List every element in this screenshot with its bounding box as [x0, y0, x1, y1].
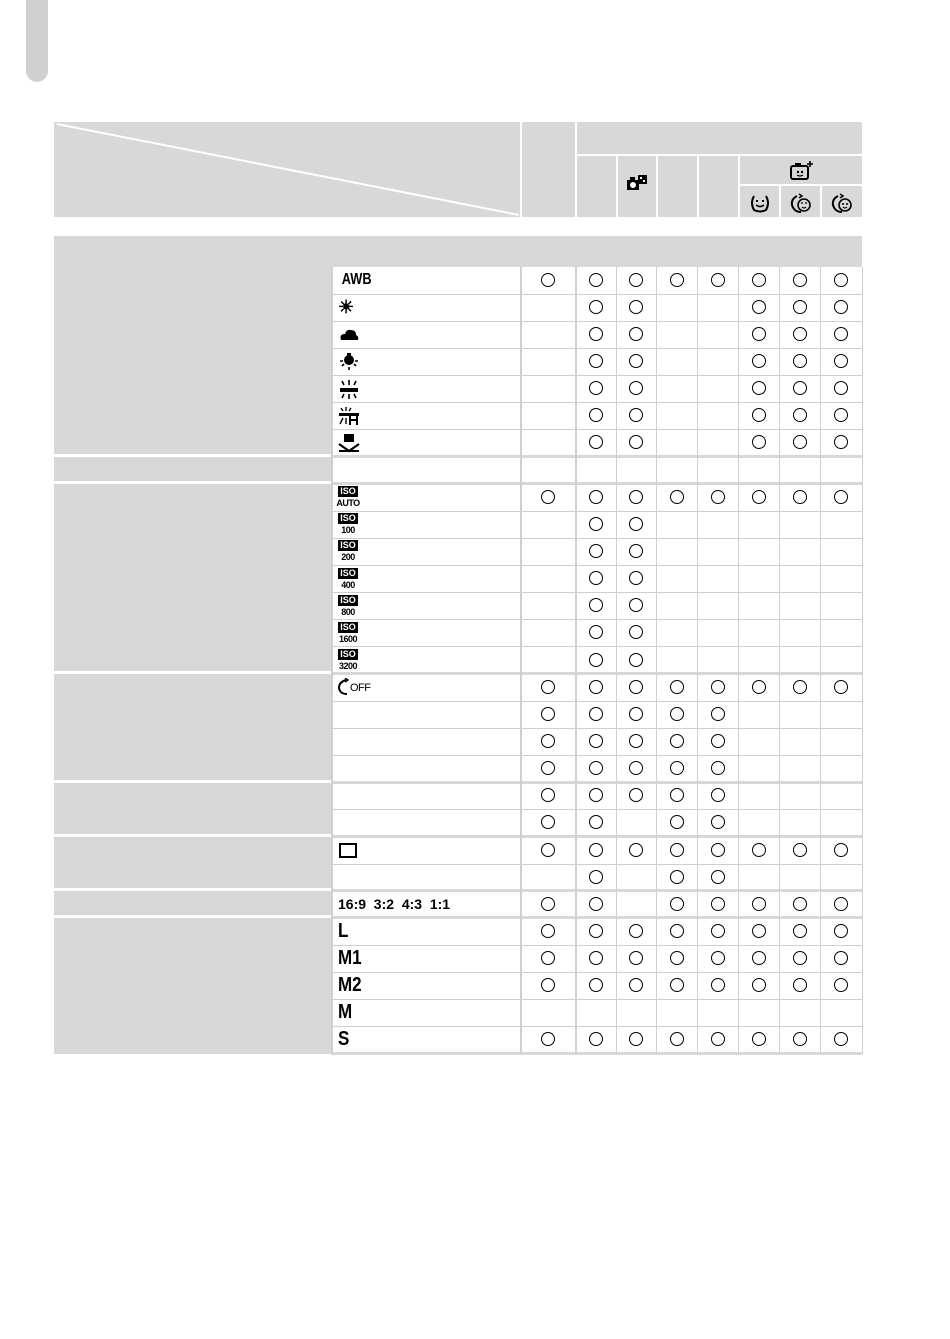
- available-mark: [752, 300, 766, 314]
- section-band: [54, 236, 862, 267]
- available-mark: [670, 1032, 684, 1046]
- grid-line: [331, 781, 862, 784]
- iso-label: ISO: [338, 595, 358, 606]
- grid-line: [331, 809, 862, 810]
- grid-line: [616, 267, 617, 1054]
- available-mark: [834, 951, 848, 965]
- grid-line: [331, 294, 862, 295]
- available-mark: [629, 381, 643, 395]
- available-mark: [629, 951, 643, 965]
- available-mark: [711, 1032, 725, 1046]
- grid-line: [331, 619, 862, 620]
- size-l-icon: L: [338, 919, 349, 942]
- self-timer-off-label: OFF: [350, 682, 371, 695]
- available-mark: [793, 354, 807, 368]
- available-mark: [711, 924, 725, 938]
- available-mark: [589, 381, 603, 395]
- smart-shutter-icon: [788, 160, 814, 182]
- grid-line: [697, 267, 698, 1054]
- available-mark: [670, 761, 684, 775]
- available-mark: [793, 408, 807, 422]
- available-mark: [589, 951, 603, 965]
- header-divider: [577, 154, 862, 156]
- grid-line: [331, 375, 862, 376]
- grid-line: [520, 267, 522, 1054]
- available-mark: [793, 1032, 807, 1046]
- available-mark: [670, 843, 684, 857]
- available-mark: [834, 1032, 848, 1046]
- smile-icon: [748, 193, 772, 213]
- grid-line: [331, 864, 862, 865]
- grid-line: [331, 999, 862, 1000]
- available-mark: [834, 978, 848, 992]
- available-mark: [752, 1032, 766, 1046]
- available-mark: [793, 381, 807, 395]
- iso-label: ISO: [338, 513, 358, 524]
- available-mark: [670, 815, 684, 829]
- available-mark: [834, 354, 848, 368]
- available-mark: [589, 571, 603, 585]
- available-mark: [589, 924, 603, 938]
- available-mark: [589, 625, 603, 639]
- available-mark: [629, 734, 643, 748]
- available-mark: [589, 327, 603, 341]
- available-mark: [752, 273, 766, 287]
- aspect-ratio-icons: 16:9 3:2 4:3 1:1: [338, 895, 451, 912]
- available-mark: [541, 707, 555, 721]
- available-mark: [752, 435, 766, 449]
- available-mark: [589, 490, 603, 504]
- available-mark: [793, 951, 807, 965]
- available-mark: [629, 625, 643, 639]
- grid-line: [331, 728, 862, 729]
- iso-value: 100: [341, 525, 355, 536]
- available-mark: [589, 408, 603, 422]
- iso-label: ISO: [338, 540, 358, 551]
- size-s-icon: S: [338, 1028, 350, 1051]
- label-block: [54, 267, 331, 454]
- iso-value: 3200: [338, 660, 358, 671]
- iso-value: AUTO: [336, 498, 360, 509]
- grid-line: [331, 672, 862, 675]
- grid-line: [331, 455, 862, 458]
- scene-camera-icon: [626, 174, 648, 192]
- available-mark: [629, 1032, 643, 1046]
- available-mark: [589, 273, 603, 287]
- iso-value: 800: [341, 606, 355, 617]
- available-mark: [752, 490, 766, 504]
- label-block: [54, 457, 331, 481]
- grid-line: [331, 945, 862, 946]
- available-mark: [793, 490, 807, 504]
- available-mark: [793, 843, 807, 857]
- grid-line: [331, 321, 862, 322]
- grid-line: [656, 267, 657, 1054]
- available-mark: [670, 924, 684, 938]
- grid-line: [331, 646, 862, 647]
- available-mark: [541, 843, 555, 857]
- available-mark: [711, 951, 725, 965]
- available-mark: [752, 327, 766, 341]
- fluorescent-icon: [338, 379, 360, 404]
- grid-line: [331, 1052, 862, 1055]
- face-timer-icon: [830, 193, 854, 213]
- iso-value: 200: [341, 552, 355, 563]
- available-mark: [629, 978, 643, 992]
- label-block: [54, 484, 331, 671]
- available-mark: [589, 598, 603, 612]
- wink-timer-icon: [789, 193, 813, 213]
- grid-line: [331, 348, 862, 349]
- available-mark: [711, 788, 725, 802]
- available-mark: [589, 435, 603, 449]
- available-mark: [711, 734, 725, 748]
- available-mark: [589, 843, 603, 857]
- header-divider: [697, 156, 699, 217]
- available-mark: [589, 707, 603, 721]
- available-mark: [711, 978, 725, 992]
- available-mark: [752, 978, 766, 992]
- available-mark: [711, 273, 725, 287]
- available-mark: [629, 924, 643, 938]
- available-mark: [834, 924, 848, 938]
- iso-3200-icon: [338, 649, 358, 673]
- grid-line: [331, 592, 862, 593]
- available-mark: [589, 978, 603, 992]
- size-m2-icon: M2: [338, 974, 362, 997]
- available-mark: [793, 978, 807, 992]
- iso-auto-icon: [338, 486, 358, 510]
- available-mark: [834, 680, 848, 694]
- header-divider: [820, 186, 822, 217]
- available-mark: [834, 327, 848, 341]
- available-mark: [752, 680, 766, 694]
- available-mark: [629, 517, 643, 531]
- available-mark: [629, 490, 643, 504]
- header-divider: [616, 156, 618, 217]
- grid-line: [331, 565, 862, 566]
- available-mark: [629, 788, 643, 802]
- available-mark: [629, 300, 643, 314]
- available-mark: [793, 300, 807, 314]
- awb-icon: AWB: [341, 270, 372, 288]
- grid-line: [331, 835, 862, 838]
- grid-line: [331, 755, 862, 756]
- available-mark: [541, 1032, 555, 1046]
- grid-line: [331, 889, 862, 892]
- available-mark: [541, 273, 555, 287]
- header-divider: [738, 156, 740, 217]
- available-mark: [541, 897, 555, 911]
- grid-line: [820, 267, 821, 1054]
- size-m-icon: M: [338, 1001, 353, 1024]
- grid-line: [331, 482, 862, 485]
- grid-line: [331, 429, 862, 430]
- available-mark: [629, 707, 643, 721]
- available-mark: [670, 490, 684, 504]
- grid-line: [862, 267, 863, 1054]
- grid-line: [331, 701, 862, 702]
- iso-value: 400: [341, 579, 355, 590]
- available-mark: [670, 734, 684, 748]
- available-mark: [711, 707, 725, 721]
- iso-label: ISO: [338, 568, 358, 579]
- available-mark: [589, 680, 603, 694]
- iso-1600-icon: [338, 622, 358, 646]
- available-mark: [752, 924, 766, 938]
- available-mark: [670, 273, 684, 287]
- available-mark: [834, 300, 848, 314]
- iso-label: ISO: [338, 486, 358, 497]
- available-mark: [629, 598, 643, 612]
- grid-line: [738, 267, 739, 1054]
- iso-800-icon: [338, 595, 358, 619]
- available-mark: [670, 707, 684, 721]
- iso-value: 1600: [338, 633, 358, 644]
- available-mark: [541, 978, 555, 992]
- header-divider: [575, 122, 577, 217]
- available-mark: [793, 924, 807, 938]
- available-mark: [834, 490, 848, 504]
- self-timer-off-icon: [338, 678, 371, 696]
- available-mark: [834, 435, 848, 449]
- available-mark: [629, 680, 643, 694]
- available-mark: [711, 897, 725, 911]
- available-mark: [589, 1032, 603, 1046]
- available-mark: [541, 680, 555, 694]
- available-mark: [541, 734, 555, 748]
- available-mark: [711, 815, 725, 829]
- available-mark: [589, 761, 603, 775]
- available-mark: [541, 924, 555, 938]
- header-divider: [779, 186, 781, 217]
- available-mark: [589, 897, 603, 911]
- available-mark: [629, 435, 643, 449]
- grid-line: [331, 972, 862, 973]
- available-mark: [670, 897, 684, 911]
- available-mark: [711, 843, 725, 857]
- available-mark: [589, 788, 603, 802]
- grid-line: [331, 1026, 862, 1027]
- available-mark: [629, 571, 643, 585]
- available-mark: [711, 870, 725, 884]
- available-mark: [834, 843, 848, 857]
- grid-line: [331, 402, 862, 403]
- grid-line: [575, 267, 577, 1054]
- header-divider: [520, 122, 522, 217]
- grid-line: [331, 916, 862, 919]
- daylight-icon: ☀: [338, 296, 355, 317]
- cloudy-icon: [338, 324, 360, 349]
- grid-line: [331, 511, 862, 512]
- available-mark: [711, 761, 725, 775]
- size-m1-icon: M1: [338, 947, 362, 970]
- available-mark: [670, 680, 684, 694]
- available-mark: [589, 300, 603, 314]
- available-mark: [752, 381, 766, 395]
- available-mark: [589, 544, 603, 558]
- available-mark: [589, 734, 603, 748]
- available-mark: [834, 408, 848, 422]
- available-mark: [541, 788, 555, 802]
- iso-100-icon: [338, 513, 358, 537]
- iso-400-icon: [338, 568, 358, 592]
- available-mark: [629, 327, 643, 341]
- available-mark: [670, 978, 684, 992]
- available-mark: [834, 381, 848, 395]
- tungsten-icon: [338, 351, 360, 376]
- available-mark: [670, 788, 684, 802]
- fluorescent-h-icon: [338, 406, 360, 431]
- custom-wb-icon: [338, 433, 360, 458]
- available-mark: [541, 490, 555, 504]
- label-block: [54, 783, 331, 834]
- available-mark: [793, 273, 807, 287]
- single-frame-icon: [338, 840, 360, 865]
- available-mark: [793, 897, 807, 911]
- available-mark: [752, 897, 766, 911]
- available-mark: [752, 843, 766, 857]
- available-mark: [629, 843, 643, 857]
- available-mark: [834, 273, 848, 287]
- available-mark: [752, 354, 766, 368]
- available-mark: [589, 870, 603, 884]
- available-mark: [589, 517, 603, 531]
- available-mark: [711, 680, 725, 694]
- available-mark: [589, 815, 603, 829]
- available-mark: [629, 273, 643, 287]
- available-mark: [541, 951, 555, 965]
- available-mark: [793, 327, 807, 341]
- grid-line: [331, 538, 862, 539]
- grid-line: [331, 267, 333, 1054]
- available-mark: [670, 951, 684, 965]
- available-mark: [589, 653, 603, 667]
- available-mark: [589, 354, 603, 368]
- available-mark: [670, 870, 684, 884]
- label-block: [54, 918, 331, 1054]
- available-mark: [541, 761, 555, 775]
- label-block: [54, 891, 331, 915]
- label-block: [54, 674, 331, 780]
- available-mark: [629, 408, 643, 422]
- label-block: [54, 837, 331, 888]
- available-mark: [793, 680, 807, 694]
- iso-200-icon: [338, 540, 358, 564]
- available-mark: [629, 544, 643, 558]
- compatibility-grid: [331, 267, 862, 1055]
- available-mark: [541, 815, 555, 829]
- available-mark: [629, 761, 643, 775]
- available-mark: [834, 897, 848, 911]
- available-mark: [711, 490, 725, 504]
- grid-line: [779, 267, 780, 1054]
- available-mark: [793, 435, 807, 449]
- iso-label: ISO: [338, 649, 358, 660]
- available-mark: [629, 354, 643, 368]
- header-divider: [740, 184, 862, 186]
- available-mark: [752, 408, 766, 422]
- iso-label: ISO: [338, 622, 358, 633]
- available-mark: [752, 951, 766, 965]
- available-mark: [629, 653, 643, 667]
- header-divider: [656, 156, 658, 217]
